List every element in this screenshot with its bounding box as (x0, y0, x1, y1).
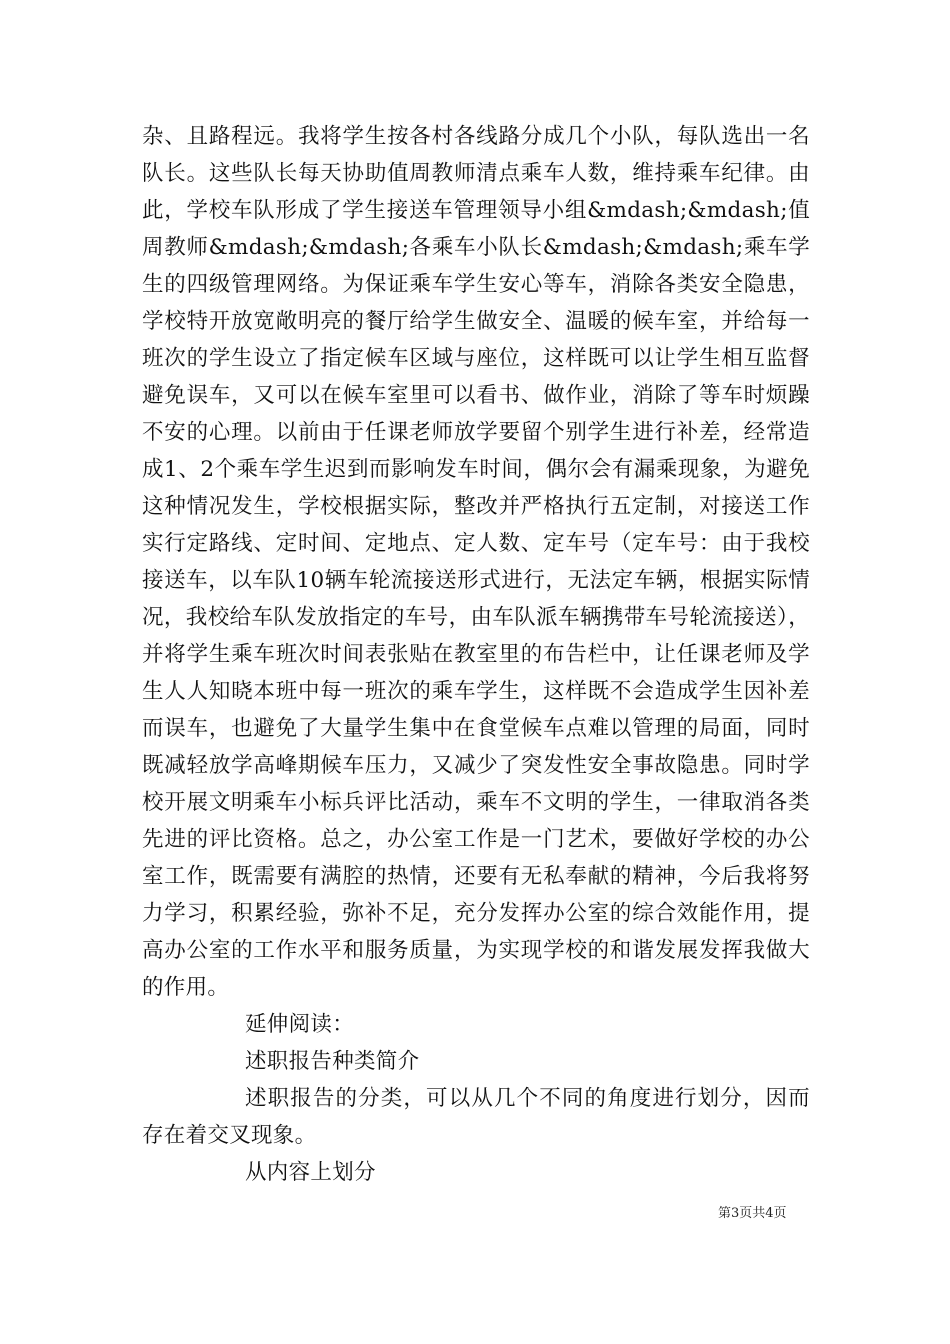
section-title: 述职报告种类简介 (245, 1049, 420, 1074)
extended-reading-heading: 延伸阅读： (245, 1012, 355, 1037)
document-body (142, 118, 810, 1191)
body-paragraph: 杂、且路程远。我将学生按各村各线路分成几个小队，每队选出一名队长。这些队长每天协助值周教师清点乘车人数，维持乘车纪律。由此，学校车队形成了学生接送车管理领导小组&mdash;&mdash;值周教师&mdash;&mdash;各乘车小队长&mdash;&mdash;乘车学生的四级管理网络。为保证乘车学生安心等车，消除各类安全隐患，学校特开放宽敞明亮的餐厅给学生做安全、温暖的候车室，并给每一班次的学生设立了指定候车区域与座位，这样既可以让学生相互监督避免误车，又可以在候车室里可以看书、做作业，消除了等车时烦躁不安的心理。以前由于任课老师放学要留个别学生进行补差，经常造成1、2个乘车学生迟到而影响发车时间，偶尔会有漏乘现象，为避免这种情况发生，学校根据实际，整改并严格执行五定制，对接送工作实行定路线、定时间、定地点、定人数、定车号（定车号：由于我校接送车，以车队10辆车轮流接送形式进行，无法定车辆，根据实际情况，我校给车队发放指定的车号，由车队派车辆携带车号轮流接送），并将学生乘车班次时间表张贴在教室里的布告栏中，让任课老师及学生人人知晓本班中每一班次的乘车学生，这样既不会造成学生因补差而误车，也避免了大量学生集中在食堂候车点难以管理的局面，同时既减轻放学高峰期候车压力，又减少了突发性安全事故隐患。同时学校开展文明乘车小标兵评比活动，乘车不文明的学生，一律取消各类先进的评比资格。总之，办公室工作是一门艺术，要做好学校的办公室工作，既需要有满腔的热情，还要有无私奉献的精神，今后我将努力学习，积累经验，弥补不足，充分发挥办公室的综合效能作用，提高办公室的工作水平和服务质量，为实现学校的和谐发展发挥我做大的作用。 (142, 124, 810, 1000)
page-number-footer: 第3页共4页 (718, 1206, 787, 1221)
body-paragraph: 述职报告的分类，可以从几个不同的角度进行划分，因而存在着交叉现象。 (142, 1086, 810, 1148)
subsection-title: 从内容上划分 (245, 1160, 376, 1185)
